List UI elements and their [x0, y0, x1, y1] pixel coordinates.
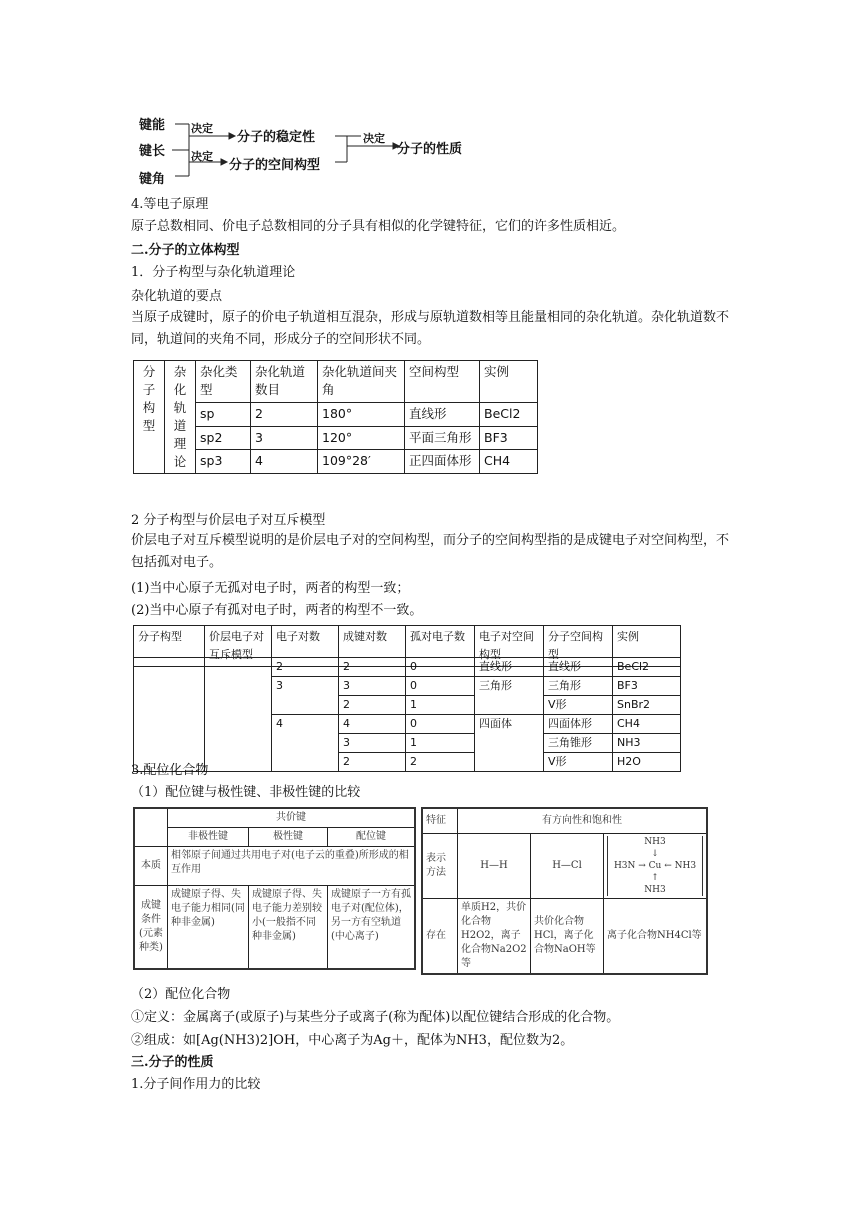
table1-header: 空间构型 [405, 361, 480, 403]
table-cell: 4 [339, 715, 406, 734]
table-cell: 4 [272, 715, 339, 772]
bond-comparison-table-right [421, 807, 708, 975]
table-cell: BF3 [480, 426, 538, 450]
table-cell: 120° [318, 426, 405, 450]
table-cell: 成键条件(元素种类) [134, 886, 168, 970]
table1-rowhead2: 杂化轨道理论 [165, 361, 196, 474]
table-cell: 三角锥形 [544, 734, 613, 753]
table-cell: 直线形 [544, 658, 613, 677]
decide-label-1: 决定 [191, 122, 213, 135]
table-cell: 三角形 [544, 677, 613, 696]
table-cell: 3 [339, 734, 406, 753]
table-cell: H2O [613, 753, 681, 772]
table2-header: 分子空间构型 [544, 626, 613, 667]
table-cell: 本质 [134, 847, 168, 886]
table-cell: CH4 [480, 450, 538, 474]
table-cell: 三角形 [475, 677, 544, 715]
table-cell: 四面体 [475, 715, 544, 772]
part2-sub1: 1．分子构型与杂化轨道理论 [131, 265, 296, 280]
table-cell: 表示方法 [422, 834, 458, 899]
table-cell: V形 [544, 753, 613, 772]
table1-rowhead1: 分子构型 [134, 361, 165, 474]
complex-structure [604, 834, 708, 899]
table-cell: BeCl2 [480, 403, 538, 427]
table-cell: sp2 [196, 426, 251, 450]
complex-top-ligand: NH3 [644, 837, 666, 847]
bond-properties-diagram [137, 112, 487, 188]
table-cell: 相邻原子间通过共用电子对(电子云的重叠)所形成的相互作用 [168, 847, 416, 886]
table-cell: 非极性键 [168, 828, 249, 847]
sec3-heading: 3.配位化合物 [131, 763, 209, 778]
sec3b-sub2: （2）配位化合物 [131, 987, 231, 1002]
table-cell: 存在 [422, 899, 458, 975]
table-cell: 共价键 [168, 808, 416, 828]
table-cell: 配位键 [328, 828, 416, 847]
complex-bottom-ligand: NH3 [644, 885, 666, 895]
part3-heading: 三.分子的性质 [131, 1055, 214, 1070]
table-cell: 1 [406, 696, 475, 715]
table-cell: NH3 [613, 734, 681, 753]
table-cell: 成键原子得、失电子能力差别较小(一般指不同种非金属) [249, 886, 328, 970]
table-cell: V形 [544, 696, 613, 715]
table-cell: 共价化合物HCl，离子化合物NaOH等 [531, 899, 604, 975]
table-cell: 2 [339, 696, 406, 715]
bond-length-label: 键长 [139, 144, 166, 159]
table-cell: 109°28′ [318, 450, 405, 474]
stability-label: 分子的稳定性 [237, 130, 316, 145]
table-cell: 特征 [422, 808, 458, 834]
geometry-label: 分子的空间构型 [229, 158, 321, 173]
part2-sub1a: 杂化轨道的要点 [131, 289, 223, 304]
table1-header: 杂化类型 [196, 361, 251, 403]
table1-header: 杂化轨道间夹角 [318, 361, 405, 403]
table-cell: 正四面体形 [405, 450, 480, 474]
sec2-item2: (2)当中心原子有孤对电子时，两者的构型不一致。 [131, 603, 423, 618]
table-cell: 0 [406, 658, 475, 677]
table2-header: 电子对数 [272, 626, 339, 667]
table-cell: 2 [251, 403, 318, 427]
table-cell: 2 [272, 658, 339, 677]
table-cell: 单质H2，共价化合物H2O2，离子化合物Na2O2等 [458, 899, 531, 975]
sec2-item1: (1)当中心原子无孤对电子时，两者的构型一致； [131, 581, 410, 596]
part2-para1: 当原子成键时，原子的价电子轨道相互混杂，形成与原轨道数相等且能量相同的杂化轨道。杂化轨道数不同，轨道间的夹角不同，形成分子的空间形状不同。 [131, 310, 730, 347]
sec3b-comp: ②组成：如[Ag(NH3)2]OH，中心离子为Ag＋，配体为NH3，配位数为2。 [131, 1033, 574, 1048]
table2-header: 电子对空间构型 [475, 626, 544, 667]
table-cell: 3 [251, 426, 318, 450]
decide-label-2: 决定 [191, 150, 213, 163]
table-cell: sp [196, 403, 251, 427]
table-cell: 0 [406, 715, 475, 734]
sec2-heading: 2 分子构型与价层电子对互斥模型 [131, 513, 326, 528]
table2-header: 孤对电子数 [406, 626, 475, 667]
table1-header: 实例 [480, 361, 538, 403]
up-arrow-icon: ↑ [651, 873, 659, 883]
table-cell: 成键原子得、失电子能力相同(同种非金属) [168, 886, 249, 970]
table-cell: CH4 [613, 715, 681, 734]
table-cell: 成键原子一方有孤电子对(配位体)，另一方有空轨道(中心离子) [328, 886, 416, 970]
table-cell: 有方向性和饱和性 [458, 808, 708, 834]
sec4-heading: 4.等电子原理 [131, 197, 209, 212]
table-cell: 2 [339, 658, 406, 677]
bond-energy-label: 键能 [139, 118, 166, 133]
table-cell: sp3 [196, 450, 251, 474]
complex-center: H3N → Cu ← NH3 [613, 861, 697, 871]
table2-header: 分子构型 [134, 626, 205, 667]
table-cell: 2 [406, 753, 475, 772]
down-arrow-icon: ↓ [651, 849, 659, 859]
table-cell: 平面三角形 [405, 426, 480, 450]
sec3-sub1: （1）配位键与极性键、非极性键的比较 [131, 785, 361, 800]
table-cell: 180° [318, 403, 405, 427]
part2-heading: 二.分子的立体构型 [131, 243, 240, 258]
table-cell: 离子化合物NH4Cl等 [604, 899, 708, 975]
sec3b-def: ①定义：金属离子(或原子)与某些分子或离子(称为配体)以配位键结合形成的化合物。 [131, 1010, 620, 1025]
table-cell: 3 [339, 677, 406, 696]
decide-label-3: 决定 [363, 132, 385, 145]
sec4-text: 原子总数相同、价电子总数相同的分子具有相似的化学键特征，它们的许多性质相近。 [131, 219, 626, 234]
bond-comparison-table-left [133, 807, 416, 970]
properties-label: 分子的性质 [397, 142, 463, 157]
table-cell: 2 [339, 753, 406, 772]
table-cell: 极性键 [249, 828, 328, 847]
table-cell: 四面体形 [544, 715, 613, 734]
table-cell: H—H [458, 834, 531, 899]
table-cell: 直线形 [475, 658, 544, 677]
table2-header: 成键对数 [339, 626, 406, 667]
table-cell: 1 [406, 734, 475, 753]
table-cell: SnBr2 [613, 696, 681, 715]
part3-sub1: 1.分子间作用力的比较 [131, 1077, 261, 1092]
table1-header: 杂化轨道数目 [251, 361, 318, 403]
table-cell: 0 [406, 677, 475, 696]
table2-header: 实例 [613, 626, 681, 667]
table-cell: 3 [272, 677, 339, 715]
bond-angle-label: 键角 [139, 172, 166, 187]
table2-header: 价层电子对互斥模型 [205, 626, 272, 667]
table-cell: BF3 [613, 677, 681, 696]
hybrid-orbital-table [133, 360, 538, 474]
table-cell: H—Cl [531, 834, 604, 899]
vsepr-table-body [133, 657, 681, 772]
table-cell: 4 [251, 450, 318, 474]
table-cell: 直线形 [405, 403, 480, 427]
sec2-para: 价层电子对互斥模型说明的是价层电子对的空间构型，而分子的空间构型指的是成键电子对空间构型，不包括孤对电子。 [131, 533, 730, 570]
table-cell: BeCl2 [613, 658, 681, 677]
